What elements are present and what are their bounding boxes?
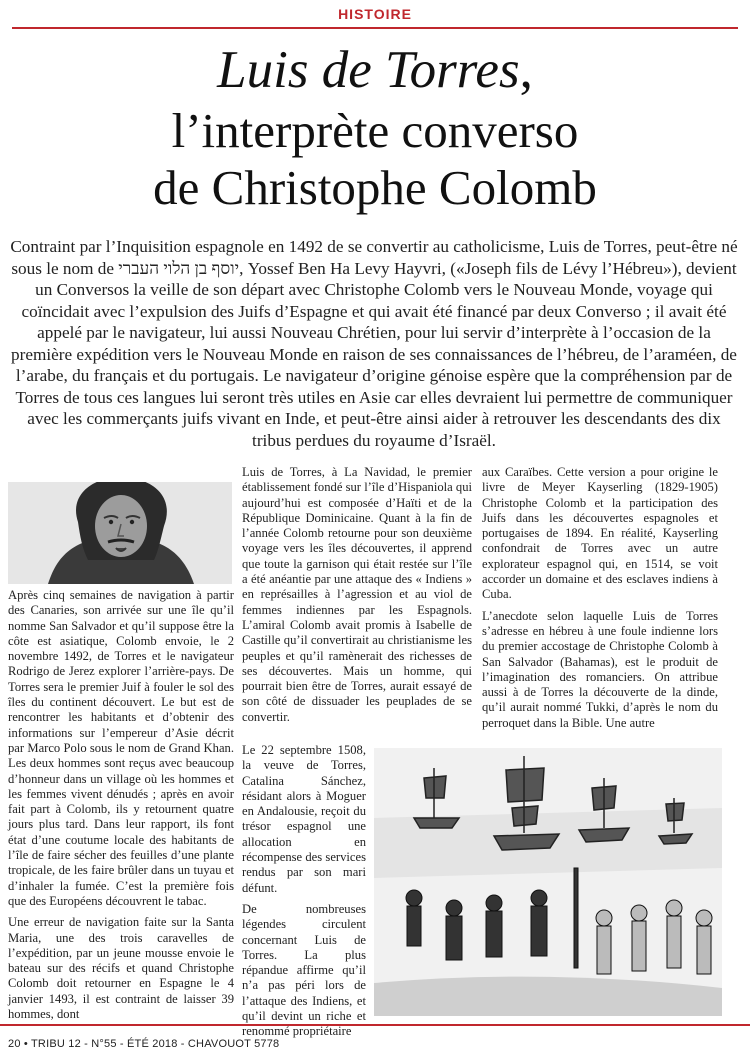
engraving-image (374, 748, 722, 1016)
column-3 (482, 465, 718, 737)
column-3-paragraph-1: aux Caraïbes. Cette version a pour origine le livre de Meyer Kayserling (1829-1905) Christophe Colomb et la participation des Juifs dans les découvertes espagnoles et portugaises de 1894. En réalité, Kayserling confondrait de Torres avec un autre explorateur espagnol qui, en 1514, se voit accorder un domaine et des esclaves indiens à Cuba. (482, 465, 718, 602)
article-title-line2: l’interprète converso (171, 103, 579, 158)
column-2-lower (242, 743, 366, 1046)
column-2-paragraph-3: De nombreuses légendes circulent concernant Luis de Torres. La plus répandue affirme qu’il n’a pas péri lors de l’attaque des Indiens, et qu’il devint un riche et renommé propriétaire (242, 901, 366, 1039)
portrait-image (8, 482, 232, 584)
footer-rule (0, 1024, 750, 1026)
column-1-paragraph-1: Après cinq semaines de navigation à partir des Canaries, son arrivée sur une île qu’il nomme San Salvador et qu’il suppose être la côte est asiatique, Colomb envoie, le 2 novembre 1492, de Torres et le navigateur Rodrigo de Jerez explorer l’arrière-pays. De Torres sera le premier Juif à fouler le sol des îles du continent découvert. Le but est de rencontrer les habitants et d’obtenir des informations sur l’empereur d’Asie décrit par Marco Polo sous le nom de Grand Khan. Les deux hommes sont reçus avec beaucoup d’honneur dans un village où les hommes et les femmes vivent dénudés ; après en avoir fait part à Colomb, ils y retournent quatre jours plus tard. Dans leur rapport, ils font état d’une coutume locale des habitants de l’île de faire sécher des feuilles d’une plante tropicale, de les faire brûler dans un tuyau et d’inhaler la fumée. C’est la première fois que des Européens découvrent le tabac. (8, 588, 234, 908)
header-rule (12, 27, 738, 29)
section-label: HISTOIRE (338, 6, 412, 22)
title-comma: , (519, 41, 533, 99)
title-name: Luis de Torres (217, 41, 520, 99)
intro-paragraph: Contraint par l’Inquisition espagnole en 1492 de se convertir au catholicisme, Luis de Torres, peut-être né sous le nom de יוסף בן הלוי העברי, Yossef Ben Ha Levy Hayvri, («Joseph fils de Lévy l’Hébreu»), devient un Conversos la veille de son départ avec Christophe Colomb vers le Nouveau Monde, voyage qui coïncidait avec l’expulsion des Juifs d’Espagne et qui avait été financé par deux Converso ; il avait été appelé par le navigateur, lui aussi Nouveau Chrétien, pour lui servir d’interprète à l’occasion de la première expédition vers le Nouveau Monde en raison de ses connaissances de l’hébreu, de l’araméen, de l’arabe, du français et du portugais. Le navigateur d’origine génoise espère que la compréhension par de Torres de tous ces langues lui seront très utiles en Asie car elles devraient lui permettre de communiquer avec les commerçants juifs vivant en Inde, et peut-être ainsi aider à retrouver les descendants des dix tribus perdues du royaume d’Israël. (10, 237, 738, 450)
column-2-paragraph-2: Le 22 septembre 1508, la veuve de Torres, Catalina Sánchez, résidant alors à Moguer en Andalousie, reçoit du trésor espagnol une allocation en récompense des services rendus par son mari défunt. (242, 743, 366, 895)
column-2-paragraph-1: Luis de Torres, à La Navidad, le premier établissement fondé sur l’île d’Hispaniola qui aujourd’hui est composée d’Haïti et de la République Dominicaine. Quant à la fin de l’année Colomb retourne pour son deuxième voyage vers les îles découvertes, il apprend que toute la garnison qui était restée sur l’île a été anéantie par une attaque des « Indiens » en représailles à l’agression et au viol de femmes indiennes par les Espagnols. L’amiral Colomb avait promis à Isabelle de Castille qu’il convertirait au christianisme les peuples et qu’il ramènerait des richesses de ses découvertes. Mais un homme, qui pourrait bien être de Torres, aurait essayé de son côté de dissuader les peuplades de se convertir. (242, 465, 472, 724)
column-2 (242, 465, 472, 731)
column-1 (8, 588, 234, 1028)
article-title-line3: de Christophe Colomb (153, 160, 597, 215)
article-title (0, 40, 750, 100)
page-footer: 20 • TRIBU 12 - N°55 - ÉTÉ 2018 - CHAVOUOT 5778 (8, 1038, 280, 1050)
column-1-paragraph-2: Une erreur de navigation faite sur la Santa Maria, une des trois caravelles de l’expédition, par un jeune mousse envoie le bateau sur des récifs et quand Christophe Colomb doit retourner en Espagne le 4 janvier 1493, il est contraint de laisser 39 hommes, dont (8, 915, 234, 1022)
column-3-paragraph-2: L’anecdote selon laquelle Luis de Torres s’adresse en hébreu à une foule indienne lors du premier accostage de Christophe Colomb à San Salvador (Bahamas), est le produit de l’imagination des romanciers. On attribue aussi à de Torres la découverte de la dinde, qu’il aurait nommé Tukki, d’après le nom du perroquet dans la Bible. Une autre (482, 608, 718, 730)
